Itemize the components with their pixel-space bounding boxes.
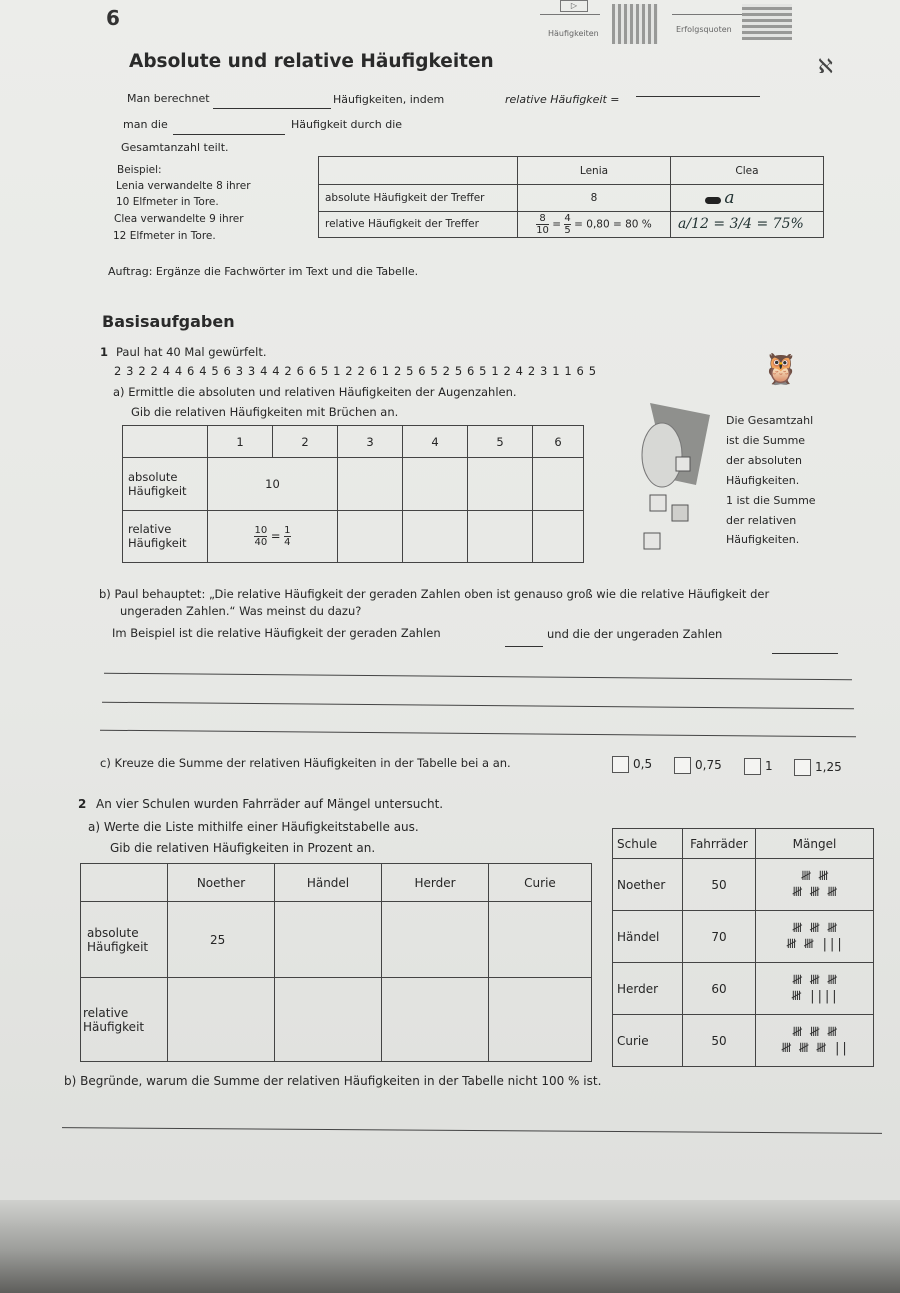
page-number: 6	[106, 6, 120, 30]
subtask-a: a) Werte die Liste mithilfe einer Häufigkeitstabelle aus.	[88, 820, 419, 834]
option-0-5[interactable]: 0,5	[612, 756, 652, 773]
subtask-b: Im Beispiel ist die relative Häufigkeit der geraden Zahlen	[112, 626, 441, 640]
bike-count: 50	[683, 1015, 756, 1067]
exercise-number: 1	[100, 345, 109, 359]
fraction: $\frac{8}{10}$	[536, 212, 549, 236]
school-name: Herder	[613, 963, 683, 1015]
exercise-text: An vier Schulen wurden Fahrräder auf Mängel untersucht.	[96, 797, 444, 811]
section-title: Basisaufgaben	[102, 312, 235, 331]
owl-icon: 🦉	[762, 352, 800, 387]
answer-blank-odd[interactable]	[772, 641, 838, 654]
slider-decoration	[672, 14, 742, 15]
task-instruction: Auftrag: Ergänze die Fachwörter im Text und die Tabelle.	[108, 265, 419, 278]
row-label: relative Häufigkeit	[123, 510, 208, 562]
cell-noether-absolute: 25	[168, 902, 275, 978]
bike-count: 70	[683, 911, 756, 963]
play-icon: ▷	[560, 0, 588, 12]
col-header-curie: Curie	[489, 864, 592, 902]
tally-marks: 𝍸 𝍸 𝍸 𝍸 ||||	[756, 963, 874, 1015]
cell-empty[interactable]	[533, 458, 584, 510]
hint-text: Die Gesamtzahl	[726, 414, 814, 427]
cell-empty[interactable]	[275, 902, 382, 978]
col-header: 6	[533, 426, 584, 458]
intro-text: Häufigkeiten, indem	[333, 93, 445, 106]
row-label: relative Häufigkeit	[81, 978, 168, 1062]
subtask-b: b) Paul behauptet: „Die relative Häufigkeit der geraden Zahlen oben ist genauso groß wie die relative Häufigkeit der	[99, 587, 770, 601]
answer-line[interactable]	[100, 730, 856, 738]
checkbox[interactable]	[612, 756, 629, 773]
blank-line[interactable]	[213, 96, 331, 109]
row-label: absolute Häufigkeit	[81, 902, 168, 978]
school-name: Curie	[613, 1015, 683, 1067]
qr-code-icon	[742, 4, 792, 40]
option-1[interactable]: 1	[744, 758, 773, 775]
subtask-b: und die der ungeraden Zahlen	[547, 627, 723, 641]
subtask-c: c) Kreuze die Summe der relativen Häufigkeiten in der Tabelle bei a an.	[100, 756, 511, 770]
col-header-clea: Clea	[671, 157, 824, 185]
bike-count: 60	[683, 963, 756, 1015]
blank-line[interactable]	[173, 122, 285, 135]
cell-empty[interactable]	[382, 978, 489, 1062]
cell-empty[interactable]	[168, 978, 275, 1062]
intro-text: man die	[123, 118, 168, 131]
formula-blank[interactable]	[636, 84, 760, 97]
intro-text: Man berechnet	[127, 92, 210, 105]
exercise-number: 2	[78, 797, 87, 811]
cell-lenia-absolute: 8	[518, 185, 671, 211]
cell-empty[interactable]	[382, 902, 489, 978]
cell-absolute-2: 10	[208, 458, 338, 510]
slider-decoration	[540, 14, 600, 15]
example-line: Clea verwandelte 9 ihrer	[114, 213, 244, 225]
dice-rolls: 2 3 2 2 4 4 6 4 5 6 3 3 4 4 2 6 6 5 1 2 2 6 1 2 5 6 5 2 5 6 5 1 2 4 2 3 1 1 6 5	[114, 364, 597, 378]
row-label: relative Häufigkeit der Treffer	[319, 211, 518, 237]
cell-empty[interactable]	[533, 510, 584, 562]
exercise-text: Paul hat 40 Mal gewürfelt.	[116, 345, 267, 359]
school-name: Händel	[613, 911, 683, 963]
tally-marks: 𝍸 𝍸 𝍸 𝍸 𝍸 |||	[756, 911, 874, 963]
subtask-b: ungeraden Zahlen.“ Was meinst du dazu?	[120, 604, 362, 618]
hint-text: 1 ist die Summe	[726, 494, 816, 507]
dice-cup-illustration	[610, 395, 722, 555]
col-header: 1	[208, 426, 273, 458]
hint-text: der absoluten	[726, 454, 803, 467]
hint-text: Häufigkeiten.	[726, 474, 800, 487]
col-header-herder: Herder	[382, 864, 489, 902]
option-0-75[interactable]: 0,75	[674, 757, 722, 774]
example-title: Beispiel:	[117, 164, 162, 176]
cell-empty[interactable]	[489, 902, 592, 978]
cell-lenia-relative: $\frac{8}{10}$ = $\frac{4}{5}$ = 0,80 = 80 %	[518, 211, 671, 237]
cell-relative-2: $\frac{10}{40}$ = $\frac{1}{4}$	[208, 510, 338, 562]
tally-marks: 𝍸 𝍸 𝍸 𝍸 𝍸 𝍸 ||	[756, 1015, 874, 1067]
tally-marks: 𝍸 𝍸 𝍸 𝍸 𝍸	[756, 859, 874, 911]
answer-line[interactable]	[102, 702, 854, 710]
defects-list-table	[612, 828, 874, 1067]
qr-label-erfolgsquoten: Erfolgsquoten	[676, 25, 732, 34]
dice-table	[122, 425, 584, 563]
handwritten-mark: ℵ	[818, 54, 833, 78]
col-header-lenia: Lenia	[518, 157, 671, 185]
bike-count: 50	[683, 859, 756, 911]
example-line: 10 Elfmeter in Tore.	[116, 196, 219, 208]
handwritten-answer: a/12 = 3/4 = 75%	[678, 216, 804, 233]
subtask-a: Gib die relativen Häufigkeiten in Prozent an.	[110, 841, 376, 855]
answer-line[interactable]	[62, 1127, 882, 1134]
handwritten-answer: a	[724, 188, 735, 208]
frequency-table	[80, 863, 592, 1062]
row-label: absolute Häufigkeit	[123, 458, 208, 510]
col-header: 2	[273, 426, 338, 458]
fraction: $\frac{1}{4}$	[284, 524, 291, 548]
fraction: $\frac{10}{40}$	[254, 524, 268, 548]
intro-text: relative Häufigkeit =	[505, 93, 620, 106]
cell-empty[interactable]	[275, 978, 382, 1062]
subtask-a: Gib die relativen Häufigkeiten mit Brüchen an.	[131, 405, 399, 419]
checkbox[interactable]	[744, 758, 761, 775]
cell-empty[interactable]	[468, 510, 533, 562]
table-surface	[0, 1200, 900, 1293]
option-1-25[interactable]: 1,25	[794, 759, 842, 776]
qr-code-icon	[612, 4, 658, 44]
cell-clea-absolute[interactable]	[671, 185, 824, 211]
intro-text: Häufigkeit durch die	[291, 118, 403, 131]
checkbox[interactable]	[794, 759, 811, 776]
cell-empty[interactable]	[403, 510, 468, 562]
col-header-haendel: Händel	[275, 864, 382, 902]
cell-clea-relative[interactable]	[671, 211, 824, 237]
subtask-a: a) Ermittle die absoluten und relativen Häufigkeiten der Augenzahlen.	[113, 385, 517, 399]
hint-text: Häufigkeiten.	[726, 533, 800, 546]
answer-line[interactable]	[104, 673, 852, 681]
col-header-noether: Noether	[168, 864, 275, 902]
subtask-b: b) Begründe, warum die Summe der relativen Häufigkeiten in der Tabelle nicht 100 % ist.	[64, 1074, 602, 1088]
col-header-schule: Schule	[613, 829, 683, 859]
hint-text: ist die Summe	[726, 434, 806, 447]
fraction: $\frac{4}{5}$	[564, 212, 571, 236]
answer-blank-even[interactable]	[505, 634, 543, 647]
cell-empty[interactable]	[468, 458, 533, 510]
col-header: 4	[403, 426, 468, 458]
example-line: Lenia verwandelte 8 ihrer	[116, 180, 251, 192]
qr-label-haeufigkeiten: Häufigkeiten	[548, 29, 599, 38]
col-header: 3	[338, 426, 403, 458]
cell-empty[interactable]	[403, 458, 468, 510]
cell-empty[interactable]	[489, 978, 592, 1062]
example-line: 12 Elfmeter in Tore.	[113, 230, 216, 242]
school-name: Noether	[613, 859, 683, 911]
col-header: 5	[468, 426, 533, 458]
col-header-fahrraeder: Fahrräder	[683, 829, 756, 859]
row-label: absolute Häufigkeit der Treffer	[319, 185, 518, 211]
page-title: Absolute und relative Häufigkeiten	[129, 51, 494, 72]
eraser-smudge	[705, 197, 721, 204]
col-header-maengel: Mängel	[756, 829, 874, 859]
cell-empty[interactable]	[338, 458, 403, 510]
checkbox[interactable]	[674, 757, 691, 774]
hint-text: der relativen	[726, 514, 797, 527]
cell-empty[interactable]	[338, 510, 403, 562]
intro-text: Gesamtanzahl teilt.	[121, 141, 229, 154]
example-table	[318, 156, 824, 238]
